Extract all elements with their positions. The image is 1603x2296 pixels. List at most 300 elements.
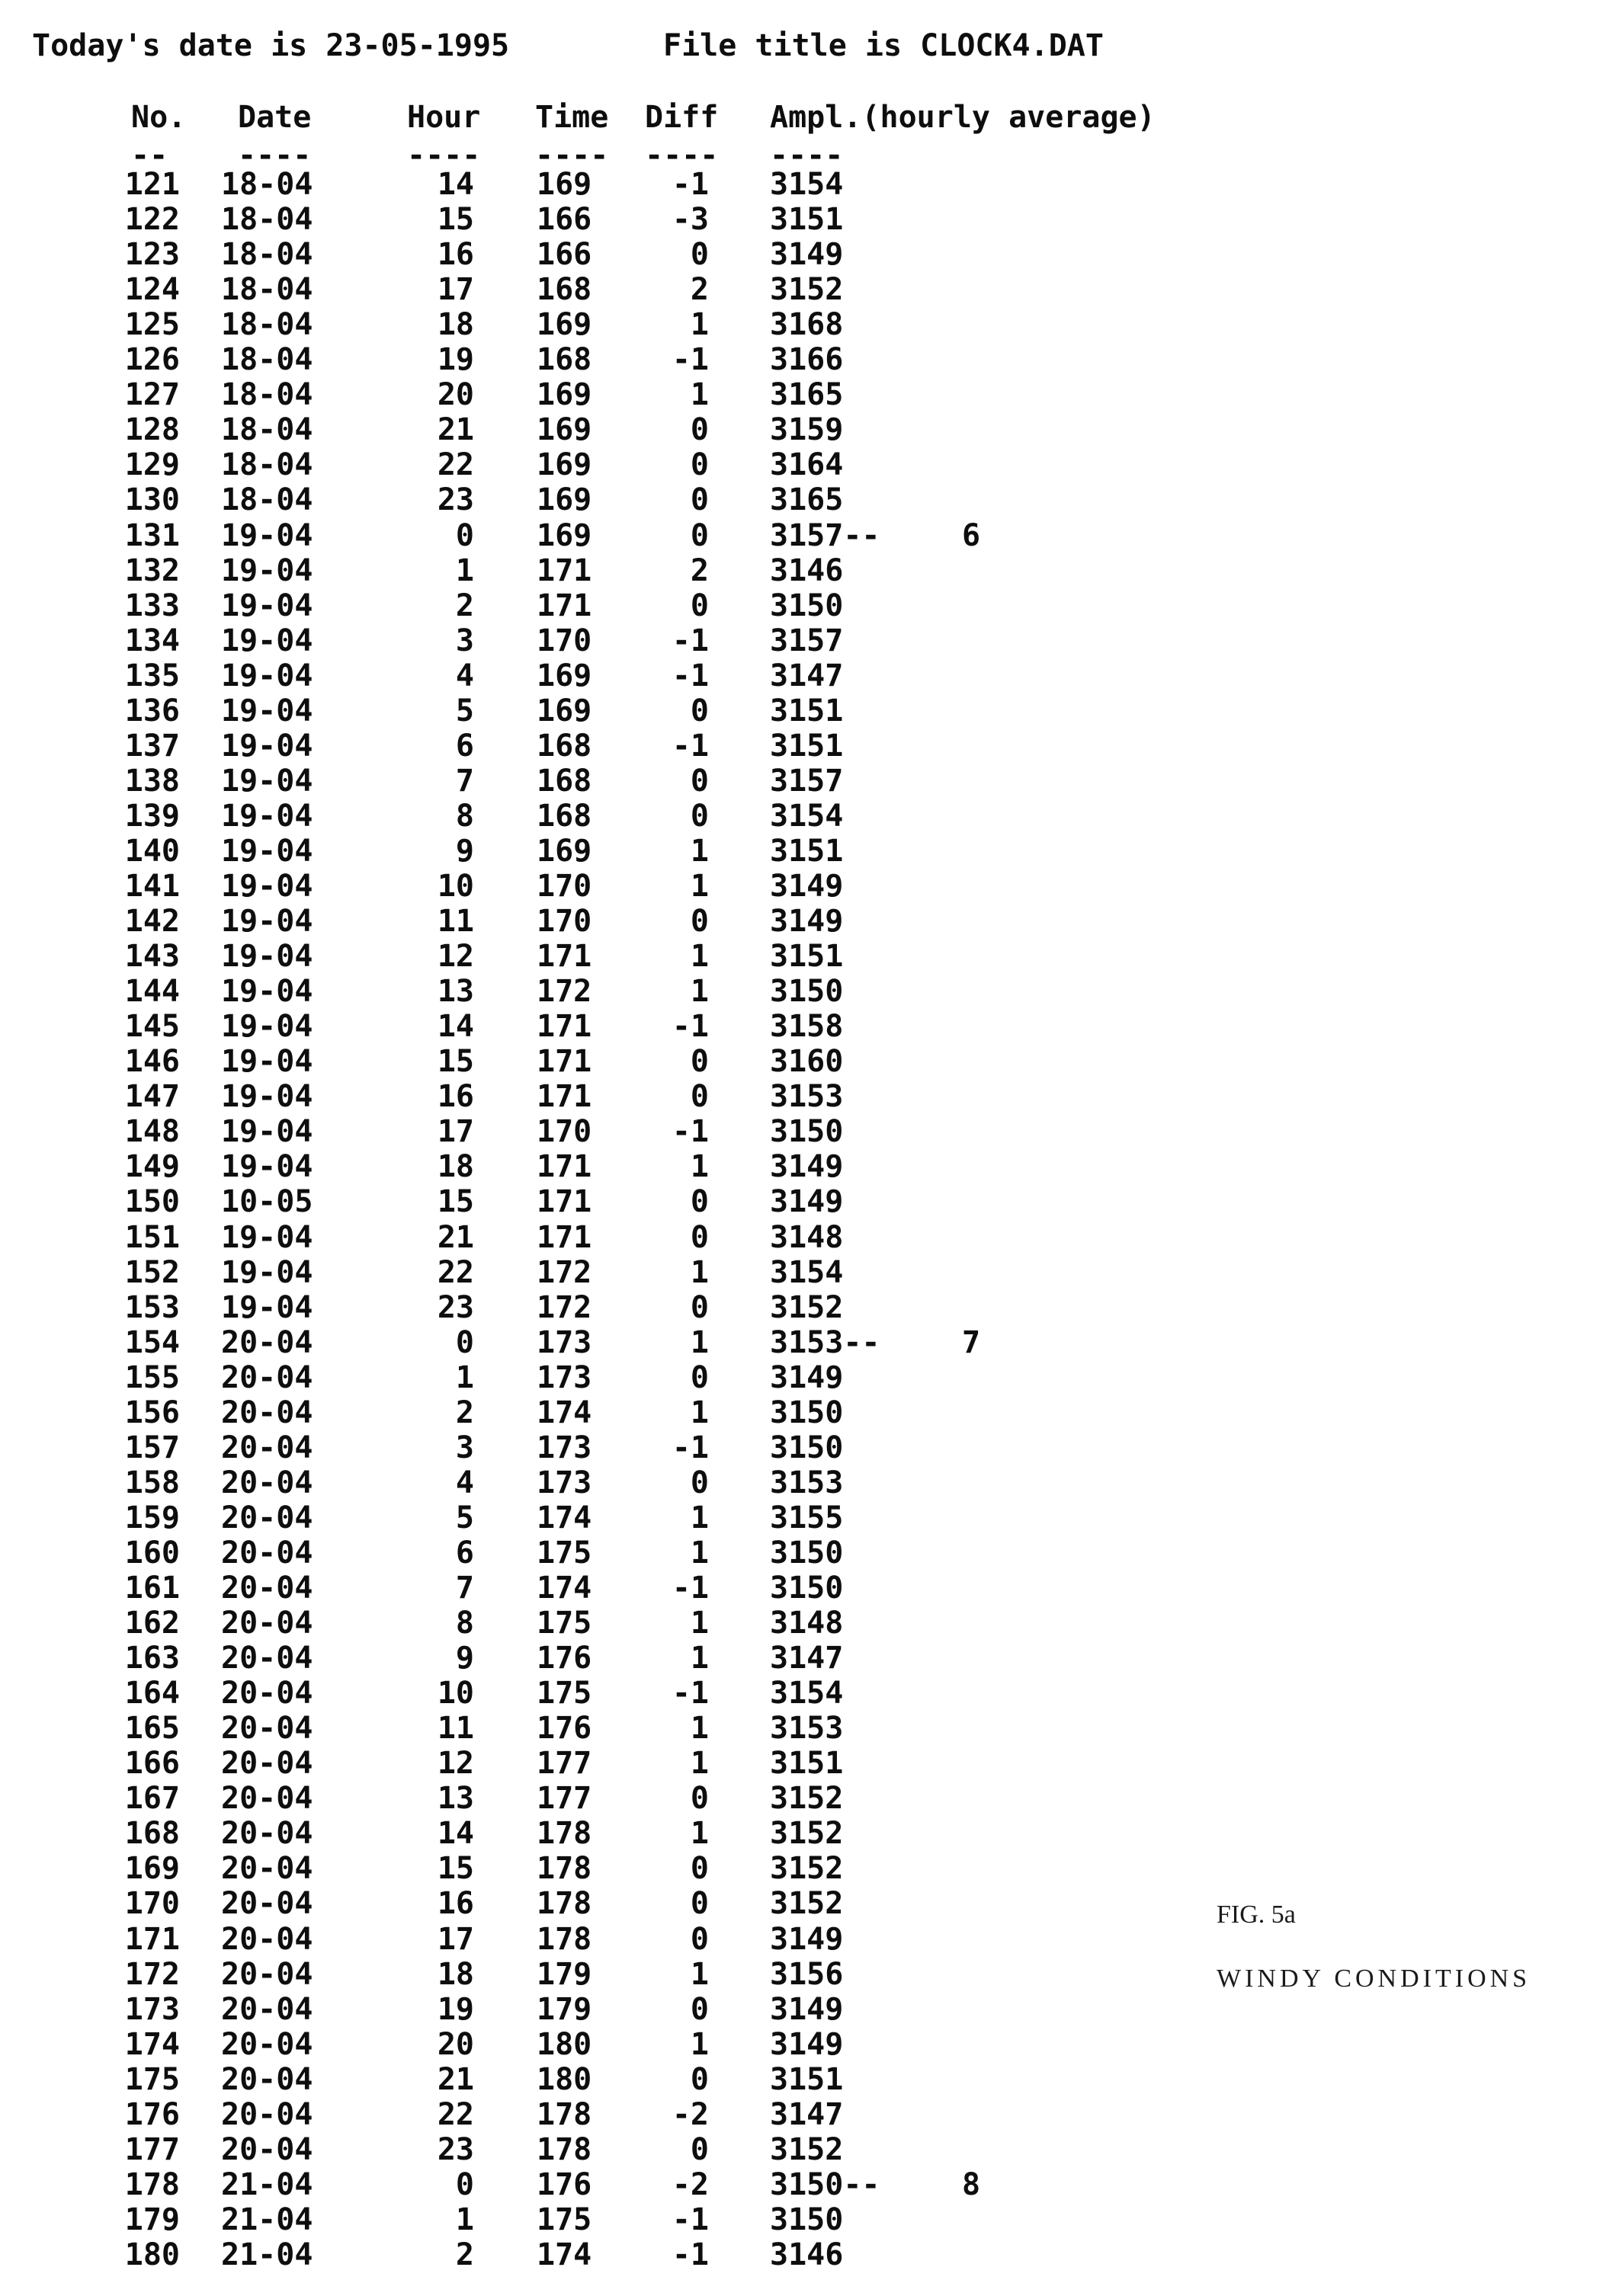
cell-date: 19-04 [221, 1044, 313, 1080]
cell-time: 170 [537, 869, 592, 904]
cell-hour: 10 [437, 1676, 474, 1712]
date-line: Today's date is 23-05-1995 [32, 28, 510, 63]
cell-no: 164 [124, 1676, 180, 1712]
cell-date: 18-04 [221, 482, 313, 518]
cell-no: 152 [124, 1254, 180, 1290]
cell-ampl: 3152 [770, 1851, 844, 1887]
cell-ampl: 3166 [770, 342, 844, 378]
cell-diff: 0 [690, 482, 709, 518]
cell-no: 130 [124, 482, 180, 518]
cell-time: 174 [537, 1500, 592, 1535]
cell-ampl: 3152 [770, 1289, 844, 1325]
cell-diff: -1 [672, 2237, 709, 2272]
cell-date: 20-04 [221, 1886, 313, 1922]
cell-diff: -2 [672, 2166, 709, 2202]
cell-time: 169 [537, 833, 592, 869]
cell-time: 171 [537, 1149, 592, 1185]
cell-hour: 20 [437, 377, 474, 413]
cell-ampl: 3149 [770, 237, 844, 273]
cell-time: 168 [537, 272, 592, 308]
cell-time: 169 [537, 167, 592, 202]
cell-diff: -1 [672, 1571, 709, 1606]
cell-ampl: 3164 [770, 447, 844, 483]
cell-ampl: 3156 [770, 1956, 844, 1992]
cell-hour: 16 [437, 237, 474, 273]
cell-diff: 0 [690, 447, 709, 483]
cell-ampl: 3149 [770, 1921, 844, 1957]
cell-no: 141 [124, 869, 180, 904]
cell-no: 142 [124, 904, 180, 940]
cell-diff: 0 [690, 237, 709, 273]
cell-diff: 0 [690, 798, 709, 834]
cell-ampl: 3152 [770, 2131, 844, 2167]
cell-date: 20-04 [221, 1324, 313, 1360]
cell-hour: 17 [437, 272, 474, 308]
cell-no: 148 [124, 1114, 180, 1150]
cell-hour: 15 [437, 202, 474, 238]
cell-hour: 5 [455, 1500, 474, 1535]
cell-date: 20-04 [221, 2096, 313, 2132]
cell-diff: 2 [690, 272, 709, 308]
cell-diff: 1 [690, 307, 709, 343]
cell-ampl: 3165 [770, 482, 844, 518]
cell-date: 20-04 [221, 1535, 313, 1571]
cell-ampl: 3154 [770, 798, 844, 834]
cell-ampl: 3149 [770, 1149, 844, 1185]
cell-ampl: 3150 [770, 974, 844, 1010]
figure-label: FIG. 5a [1217, 1901, 1296, 1929]
cell-diff: 1 [690, 974, 709, 1010]
cell-no: 180 [124, 2237, 180, 2272]
cell-date: 18-04 [221, 167, 313, 202]
cell-ampl: 3151 [770, 939, 844, 975]
cell-no: 133 [124, 588, 180, 623]
cell-date: 19-04 [221, 517, 313, 553]
cell-hour: 4 [455, 1465, 474, 1500]
cell-no: 122 [124, 202, 180, 238]
cell-diff: 0 [690, 693, 709, 729]
cell-time: 180 [537, 2026, 592, 2062]
underline-no: -- [131, 138, 168, 173]
cell-time: 171 [537, 939, 592, 975]
cell-diff: 0 [690, 1851, 709, 1887]
cell-date: 19-04 [221, 763, 313, 799]
cell-no: 167 [124, 1781, 180, 1817]
cell-diff: -1 [672, 728, 709, 764]
cell-ampl: 3152 [770, 1886, 844, 1922]
cell-diff: 0 [690, 1079, 709, 1115]
cell-ampl: 3150 [770, 1430, 844, 1465]
cell-hour: 23 [437, 1289, 474, 1325]
cell-ampl: 3150 [770, 588, 844, 623]
cell-diff: 1 [690, 833, 709, 869]
cell-diff: 1 [690, 1395, 709, 1430]
cell-ampl: 3150 [770, 1395, 844, 1430]
cell-time: 169 [537, 307, 592, 343]
cell-time: 176 [537, 2166, 592, 2202]
cell-no: 178 [124, 2166, 180, 2202]
cell-ampl: 3160 [770, 1044, 844, 1080]
cell-diff: 1 [690, 1535, 709, 1571]
cell-diff: 1 [690, 1711, 709, 1747]
underline-diff: ---- [645, 138, 719, 173]
cell-diff: 1 [690, 869, 709, 904]
cell-time: 174 [537, 1571, 592, 1606]
cell-no: 155 [124, 1359, 180, 1395]
cell-date: 20-04 [221, 1851, 313, 1887]
underline-ampl: ---- [770, 138, 844, 173]
cell-hour: 2 [455, 588, 474, 623]
cell-date: 19-04 [221, 1009, 313, 1045]
cell-no: 156 [124, 1395, 180, 1430]
cell-time: 169 [537, 658, 592, 693]
cell-date: 20-04 [221, 1816, 313, 1852]
cell-no: 158 [124, 1465, 180, 1500]
cell-diff: 1 [690, 1606, 709, 1641]
col-header-time: Time [535, 100, 609, 135]
cell-ampl: 3153 [770, 1711, 844, 1747]
cell-date: 19-04 [221, 658, 313, 693]
cell-no: 166 [124, 1746, 180, 1782]
cell-time: 166 [537, 237, 592, 273]
cell-time: 175 [537, 1676, 592, 1712]
cell-diff: -1 [672, 1114, 709, 1150]
cell-hour: 19 [437, 342, 474, 378]
cell-hour: 12 [437, 939, 474, 975]
cell-diff: 1 [690, 1956, 709, 1992]
cell-time: 170 [537, 904, 592, 940]
cell-diff: 0 [690, 1219, 709, 1255]
cell-hour: 15 [437, 1044, 474, 1080]
cell-ampl: 3151 [770, 833, 844, 869]
cell-time: 175 [537, 1606, 592, 1641]
cell-time: 178 [537, 1886, 592, 1922]
cell-hour: 13 [437, 974, 474, 1010]
cell-no: 160 [124, 1535, 180, 1571]
cell-date: 19-04 [221, 693, 313, 729]
cell-time: 171 [537, 588, 592, 623]
cell-hour: 7 [455, 1571, 474, 1606]
cell-no: 145 [124, 1009, 180, 1045]
cell-diff: -1 [672, 342, 709, 378]
cell-date: 20-04 [221, 1921, 313, 1957]
cell-date: 19-04 [221, 1149, 313, 1185]
cell-date: 19-04 [221, 552, 313, 588]
cell-ampl: 3157-- [770, 517, 880, 553]
cell-no: 143 [124, 939, 180, 975]
cell-diff: -1 [672, 1009, 709, 1045]
cell-ampl: 3146 [770, 552, 844, 588]
cell-ampl: 3150 [770, 1571, 844, 1606]
cell-hour: 0 [455, 517, 474, 553]
cell-hour: 9 [455, 833, 474, 869]
cell-no: 125 [124, 307, 180, 343]
cell-time: 176 [537, 1641, 592, 1676]
cell-no: 173 [124, 1991, 180, 2027]
cell-date: 18-04 [221, 307, 313, 343]
cell-hour: 4 [455, 658, 474, 693]
cell-date: 10-05 [221, 1184, 313, 1220]
cell-no: 161 [124, 1571, 180, 1606]
cell-time: 176 [537, 1711, 592, 1747]
cell-date: 19-04 [221, 1114, 313, 1150]
cell-no: 168 [124, 1816, 180, 1852]
cell-time: 168 [537, 728, 592, 764]
underline-time: ---- [535, 138, 609, 173]
cell-ampl: 3150 [770, 1114, 844, 1150]
cell-ampl: 3151 [770, 1746, 844, 1782]
cell-ampl: 3151 [770, 693, 844, 729]
cell-diff: 2 [690, 552, 709, 588]
cell-time: 175 [537, 2202, 592, 2237]
cell-no: 159 [124, 1500, 180, 1535]
cell-hour: 21 [437, 1219, 474, 1255]
cell-time: 173 [537, 1465, 592, 1500]
cell-date: 19-04 [221, 798, 313, 834]
cell-diff: -1 [672, 658, 709, 693]
cell-ampl: 3153 [770, 1079, 844, 1115]
cell-ampl: 3149 [770, 2026, 844, 2062]
cell-diff: 1 [690, 1500, 709, 1535]
cell-ampl: 3147 [770, 2096, 844, 2132]
cell-block-mark: 7 [962, 1324, 981, 1360]
cell-date: 21-04 [221, 2237, 313, 2272]
cell-no: 154 [124, 1324, 180, 1360]
underline-hour: ---- [407, 138, 481, 173]
cell-time: 178 [537, 2096, 592, 2132]
cell-hour: 14 [437, 167, 474, 202]
cell-diff: -1 [672, 1430, 709, 1465]
cell-date: 19-04 [221, 1289, 313, 1325]
cell-date: 20-04 [221, 2026, 313, 2062]
cell-time: 172 [537, 1289, 592, 1325]
cell-hour: 16 [437, 1079, 474, 1115]
cell-diff: 0 [690, 1991, 709, 2027]
cell-date: 20-04 [221, 1676, 313, 1712]
cell-date: 20-04 [221, 1465, 313, 1500]
cell-time: 178 [537, 1851, 592, 1887]
cell-no: 126 [124, 342, 180, 378]
cell-diff: -2 [672, 2096, 709, 2132]
cell-no: 134 [124, 623, 180, 658]
cell-time: 170 [537, 623, 592, 658]
cell-no: 177 [124, 2131, 180, 2167]
cell-ampl: 3149 [770, 1359, 844, 1395]
cell-date: 19-04 [221, 939, 313, 975]
cell-diff: 0 [690, 2131, 709, 2167]
cell-diff: 1 [690, 1149, 709, 1185]
cell-time: 166 [537, 202, 592, 238]
cell-ampl: 3150 [770, 1535, 844, 1571]
cell-diff: -1 [672, 623, 709, 658]
cell-hour: 2 [455, 1395, 474, 1430]
cell-no: 123 [124, 237, 180, 273]
cell-hour: 21 [437, 2061, 474, 2097]
cell-no: 131 [124, 517, 180, 553]
cell-hour: 1 [455, 1359, 474, 1395]
cell-time: 177 [537, 1746, 592, 1782]
cell-no: 136 [124, 693, 180, 729]
cell-ampl: 3154 [770, 1254, 844, 1290]
cell-hour: 2 [455, 2237, 474, 2272]
cell-ampl: 3150 [770, 2202, 844, 2237]
cell-diff: 0 [690, 1044, 709, 1080]
cell-no: 140 [124, 833, 180, 869]
cell-date: 18-04 [221, 412, 313, 448]
cell-hour: 21 [437, 412, 474, 448]
cell-diff: 1 [690, 1746, 709, 1782]
cell-ampl: 3154 [770, 1676, 844, 1712]
underline-date: ---- [238, 138, 312, 173]
cell-time: 168 [537, 798, 592, 834]
cell-ampl: 3150-- [770, 2166, 880, 2202]
cell-date: 18-04 [221, 202, 313, 238]
cell-hour: 23 [437, 482, 474, 518]
cell-diff: 0 [690, 1184, 709, 1220]
cell-block-mark: 6 [962, 517, 981, 553]
cell-ampl: 3157 [770, 623, 844, 658]
cell-no: 146 [124, 1044, 180, 1080]
cell-diff: -1 [672, 167, 709, 202]
cell-hour: 20 [437, 2026, 474, 2062]
cell-diff: 0 [690, 2061, 709, 2097]
cell-hour: 5 [455, 693, 474, 729]
cell-ampl: 3153 [770, 1465, 844, 1500]
cell-ampl: 3146 [770, 2237, 844, 2272]
cell-ampl: 3148 [770, 1606, 844, 1641]
cell-ampl: 3147 [770, 658, 844, 693]
cell-date: 20-04 [221, 1606, 313, 1641]
cell-date: 19-04 [221, 904, 313, 940]
cell-date: 20-04 [221, 1991, 313, 2027]
cell-time: 171 [537, 1184, 592, 1220]
cell-ampl: 3152 [770, 272, 844, 308]
cell-date: 19-04 [221, 1254, 313, 1290]
cell-time: 169 [537, 482, 592, 518]
cell-no: 175 [124, 2061, 180, 2097]
cell-hour: 6 [455, 728, 474, 764]
cell-hour: 0 [455, 1324, 474, 1360]
cell-diff: 1 [690, 2026, 709, 2062]
cell-date: 21-04 [221, 2166, 313, 2202]
cell-no: 170 [124, 1886, 180, 1922]
cell-ampl: 3149 [770, 1184, 844, 1220]
cell-diff: 1 [690, 1324, 709, 1360]
cell-hour: 11 [437, 904, 474, 940]
cell-date: 20-04 [221, 1359, 313, 1395]
cell-time: 172 [537, 974, 592, 1010]
cell-time: 169 [537, 693, 592, 729]
cell-hour: 0 [455, 2166, 474, 2202]
cell-diff: 0 [690, 1289, 709, 1325]
cell-date: 21-04 [221, 2202, 313, 2237]
cell-time: 169 [537, 447, 592, 483]
cell-date: 20-04 [221, 1571, 313, 1606]
cell-no: 144 [124, 974, 180, 1010]
cell-ampl: 3168 [770, 307, 844, 343]
cell-date: 20-04 [221, 1781, 313, 1817]
cell-time: 173 [537, 1359, 592, 1395]
cell-hour: 18 [437, 1149, 474, 1185]
cell-date: 18-04 [221, 237, 313, 273]
cell-hour: 17 [437, 1921, 474, 1957]
cell-no: 135 [124, 658, 180, 693]
cell-time: 178 [537, 1816, 592, 1852]
cell-hour: 1 [455, 552, 474, 588]
cell-hour: 17 [437, 1114, 474, 1150]
cell-ampl: 3147 [770, 1641, 844, 1676]
cell-hour: 18 [437, 1956, 474, 1992]
cell-date: 19-04 [221, 1079, 313, 1115]
cell-date: 20-04 [221, 2131, 313, 2167]
cell-ampl: 3155 [770, 1500, 844, 1535]
cell-ampl: 3151 [770, 202, 844, 238]
col-header-no: No. [131, 100, 187, 135]
cell-time: 171 [537, 1044, 592, 1080]
cell-date: 20-04 [221, 1711, 313, 1747]
cell-date: 20-04 [221, 1500, 313, 1535]
cell-time: 178 [537, 2131, 592, 2167]
cell-no: 129 [124, 447, 180, 483]
cell-diff: 0 [690, 588, 709, 623]
cell-hour: 1 [455, 2202, 474, 2237]
cell-date: 19-04 [221, 833, 313, 869]
cell-ampl: 3148 [770, 1219, 844, 1255]
cell-hour: 11 [437, 1711, 474, 1747]
cell-no: 149 [124, 1149, 180, 1185]
cell-hour: 13 [437, 1781, 474, 1817]
cell-block-mark: 8 [962, 2166, 981, 2202]
cell-date: 20-04 [221, 2061, 313, 2097]
cell-ampl: 3149 [770, 869, 844, 904]
cell-time: 180 [537, 2061, 592, 2097]
cell-date: 19-04 [221, 728, 313, 764]
figure-caption: WINDY CONDITIONS [1217, 1965, 1531, 1993]
file-title-line: File title is CLOCK4.DAT [663, 28, 1104, 63]
cell-no: 137 [124, 728, 180, 764]
cell-hour: 23 [437, 2131, 474, 2167]
cell-hour: 14 [437, 1816, 474, 1852]
cell-time: 168 [537, 342, 592, 378]
cell-date: 20-04 [221, 1641, 313, 1676]
cell-hour: 8 [455, 1606, 474, 1641]
cell-time: 177 [537, 1781, 592, 1817]
cell-ampl: 3153-- [770, 1324, 880, 1360]
cell-hour: 3 [455, 623, 474, 658]
cell-diff: 0 [690, 1465, 709, 1500]
cell-ampl: 3149 [770, 1991, 844, 2027]
cell-no: 169 [124, 1851, 180, 1887]
cell-diff: 0 [690, 412, 709, 448]
cell-diff: 0 [690, 1921, 709, 1957]
cell-no: 174 [124, 2026, 180, 2062]
col-header-date: Date [238, 100, 312, 135]
cell-time: 178 [537, 1921, 592, 1957]
cell-no: 176 [124, 2096, 180, 2132]
cell-date: 20-04 [221, 1395, 313, 1430]
cell-time: 169 [537, 517, 592, 553]
cell-diff: 1 [690, 377, 709, 413]
cell-diff: 0 [690, 1886, 709, 1922]
cell-hour: 7 [455, 763, 474, 799]
cell-no: 162 [124, 1606, 180, 1641]
cell-diff: -1 [672, 2202, 709, 2237]
cell-hour: 9 [455, 1641, 474, 1676]
cell-date: 18-04 [221, 447, 313, 483]
cell-hour: 22 [437, 2096, 474, 2132]
cell-diff: 1 [690, 1641, 709, 1676]
cell-no: 128 [124, 412, 180, 448]
